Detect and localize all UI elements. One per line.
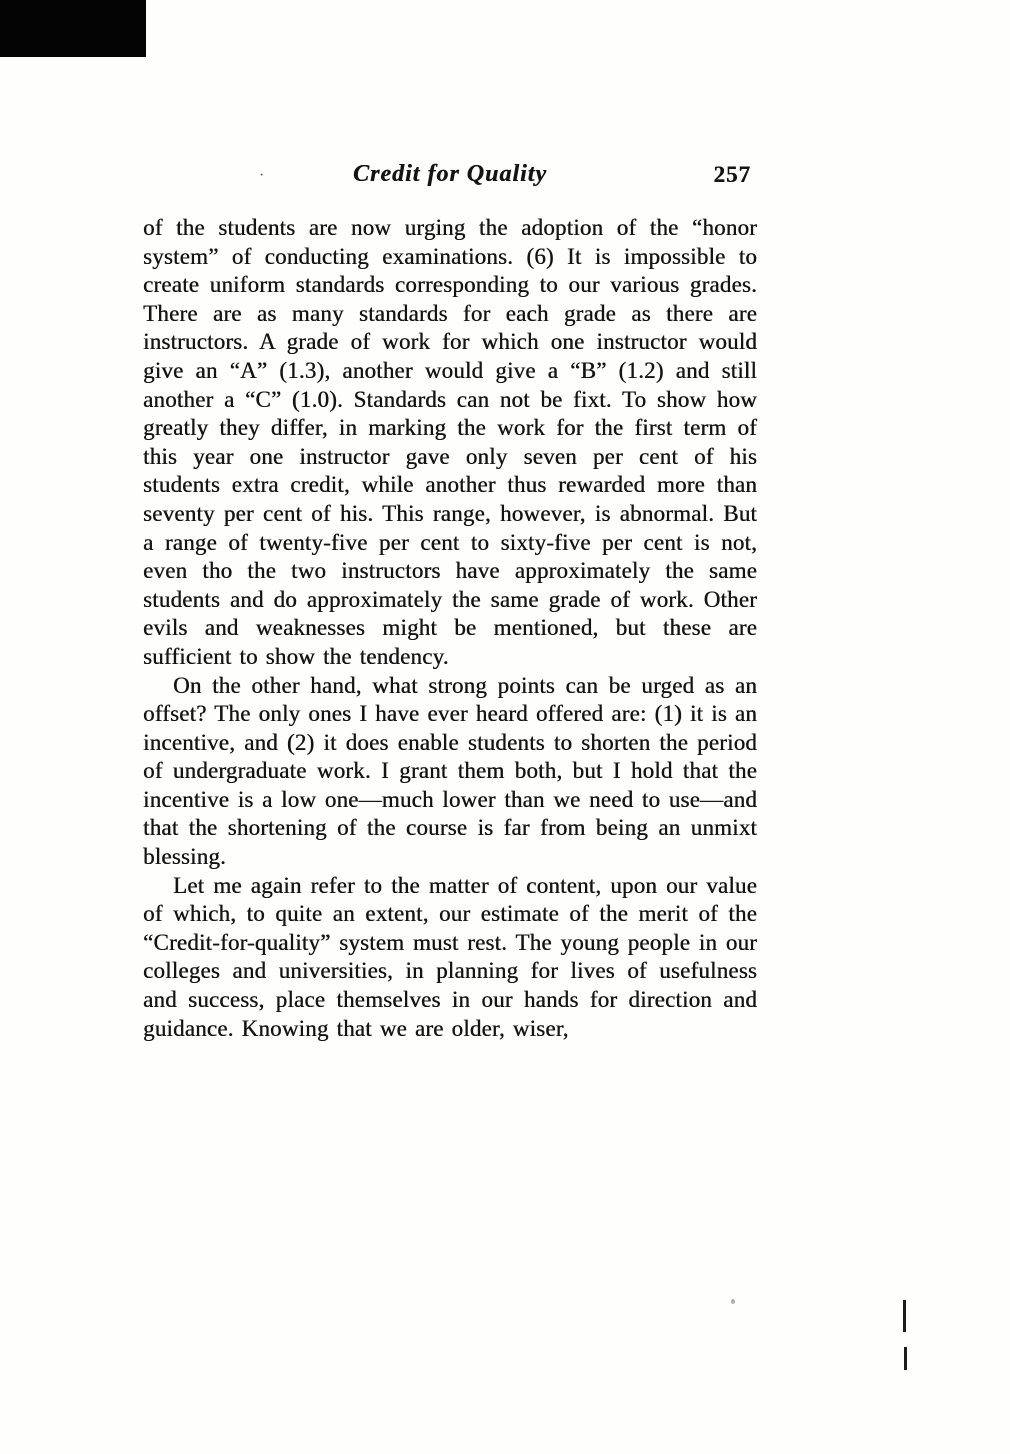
scan-artifact-tick [904,1347,907,1370]
paragraph: Let me again refer to the matter of content, upon our value of which, to quite an extent, our estimate of the merit of the “Credit-for-quality” system must rest. The young people in our colleges and universities, in planning for lives of usefulness and success, place themselves in our hands for direction and guidance. Knowing that we are older, wiser, [143,872,757,1041]
scan-speck [731,1299,735,1304]
running-header [143,161,757,193]
scan-artifact-black-corner [0,0,146,57]
paragraph: On the other hand, what strong points can be urged as an offset? The only ones I have ever heard offered are: (1) it is an incentive, and (2) it does enable students to shorten the period of undergraduate work. I grant them both, but I hold that the incentive is a low one—much lower than we need to use—and that the shortening of the course is far from being an unmixt blessing. [143,672,757,870]
running-title: Credit for Quality [352,161,548,187]
page-body [143,214,757,1043]
scan-speck: · [259,167,265,184]
page-number: 257 [713,162,751,187]
scan-artifact-tick [903,1300,906,1332]
paragraph: of the students are now urging the adoption of the “honor system” of conducting examinations. (6) It is impossible to create uniform standards corresponding to our various grades. There are as many standards for each grade as there are instructors. A grade of work for which one instructor would give an “A” (1.3), another would give a “B” (1.2) and still another a “C” (1.0). Standards can not be fixt. To show how greatly they differ, in marking the work for the first term of this year one instructor gave only seven per cent of his students extra credit, while another thus rewarded more than seventy per cent of his. This range, however, is abnormal. But a range of twenty-five per cent to sixty-five per cent is not, even tho the two instructors have approximately the same students and do approximately the same grade of work. Other evils and weaknesses might be mentioned, but these are sufficient to show the tendency. [143,215,757,669]
